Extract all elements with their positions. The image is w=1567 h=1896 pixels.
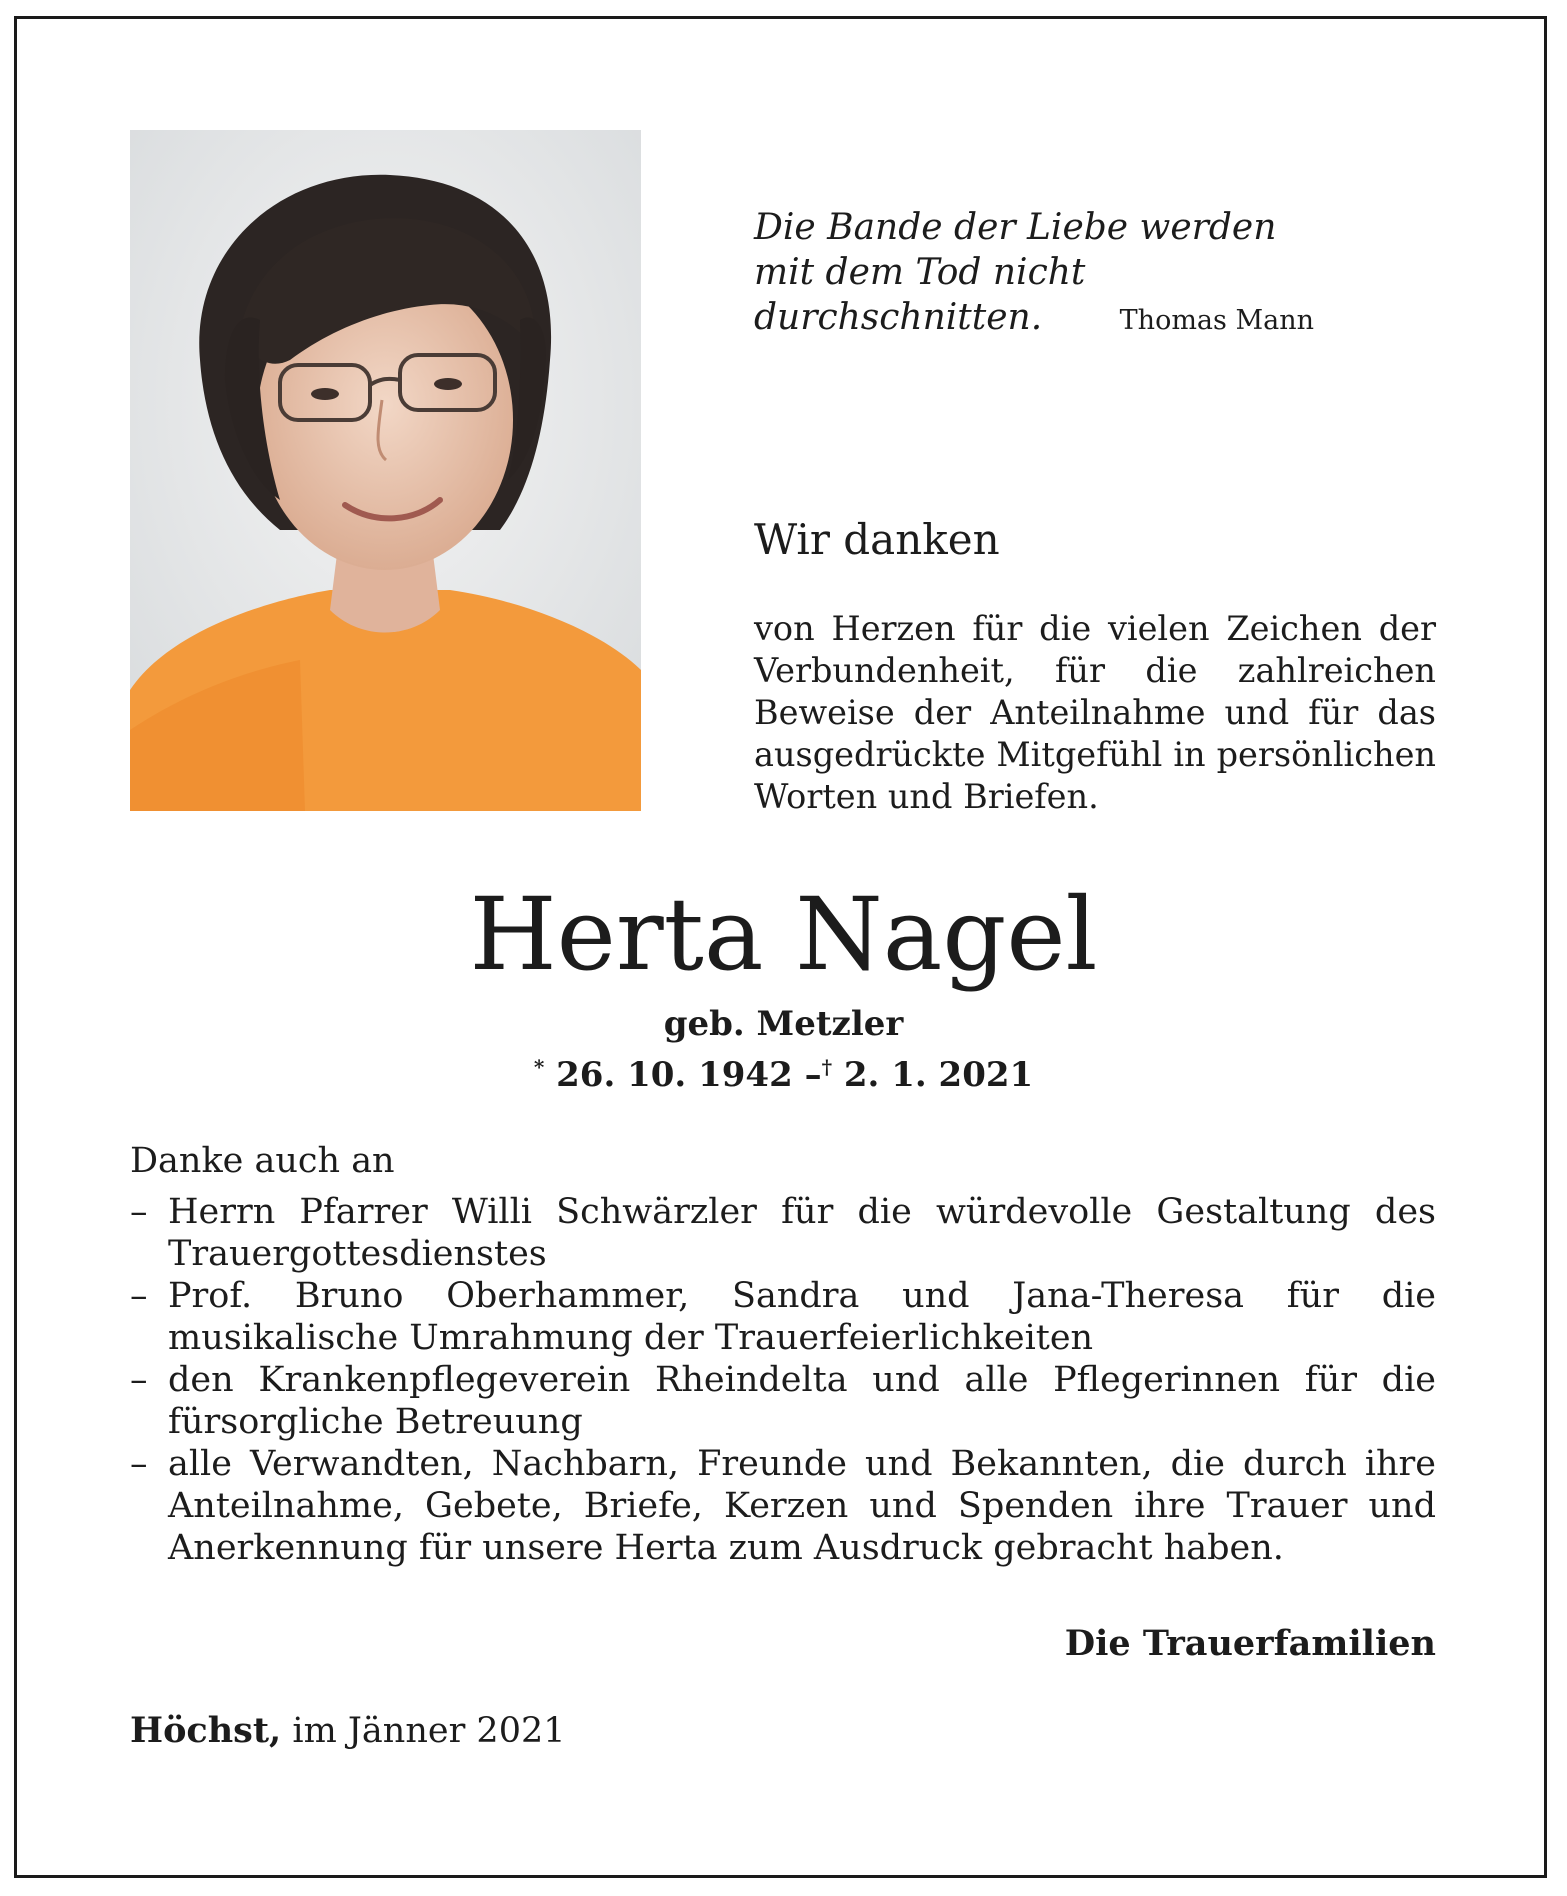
thanks-body: von Herzen für die vielen Zeichen der Verbundenheit, für die zahlreichen Beweise der Anteilnahme und für das ausgedrückte Mitgefühl in persönlichen Worten und Briefen. — [754, 609, 1436, 816]
list-item-text: Prof. Bruno Oberhammer, Sandra und Jana-Theresa für die musikalische Umrahmung der Trauerfeierlichkeiten — [168, 1276, 1436, 1358]
list-item — [130, 1275, 1436, 1359]
quote-line-2: mit dem Tod nicht durchschnitten. — [754, 252, 1086, 338]
list-item-text: Herrn Pfarrer Willi Schwärzler für die würdevolle Gestaltung des Trauergottesdienstes — [168, 1192, 1436, 1274]
list-item-text: alle Verwandten, Nachbarn, Freunde und Bekannten, die durch ihre Anteilnahme, Gebete, Briefe, Kerzen und Spenden ihre Trauer und Anerkennung für unsere Herta zum Ausdruck gebracht haben. — [168, 1444, 1436, 1568]
date-separator: – — [804, 1055, 822, 1095]
death-date: 2. 1. 2021 — [843, 1055, 1034, 1095]
list-item — [130, 1191, 1436, 1275]
birth-date: 26. 10. 1942 — [556, 1055, 793, 1095]
deceased-name: Herta Nagel — [469, 876, 1098, 993]
life-dates — [0, 1046, 1567, 1096]
birth-name: geb. Metzler — [663, 1004, 904, 1044]
list-item — [130, 1443, 1436, 1569]
signature: Die Trauerfamilien — [1064, 1623, 1436, 1664]
thanks-heading: Wir danken — [754, 515, 1000, 564]
date: im Jänner 2021 — [292, 1711, 566, 1751]
list-item — [130, 1359, 1436, 1443]
quote-author: Thomas Mann — [1119, 305, 1314, 336]
list-bullet: – — [130, 1192, 148, 1232]
quote-line-1: Die Bande der Liebe werden — [754, 207, 1277, 248]
list-bullet: – — [130, 1276, 148, 1316]
birth-symbol: * — [533, 1055, 545, 1079]
acknowledgements-list — [130, 1191, 1436, 1569]
acknowledgements-intro: Danke auch an — [130, 1141, 395, 1181]
list-bullet: – — [130, 1360, 148, 1400]
death-symbol: † — [821, 1055, 833, 1079]
place: Höchst, — [130, 1710, 282, 1751]
place-date — [130, 1710, 930, 1752]
list-bullet: – — [130, 1444, 148, 1484]
list-item-text: den Krankenpflegeverein Rheindelta und alle Pflegerinnen für die fürsorgliche Betreuung — [168, 1360, 1436, 1442]
portrait-photo — [130, 130, 641, 811]
